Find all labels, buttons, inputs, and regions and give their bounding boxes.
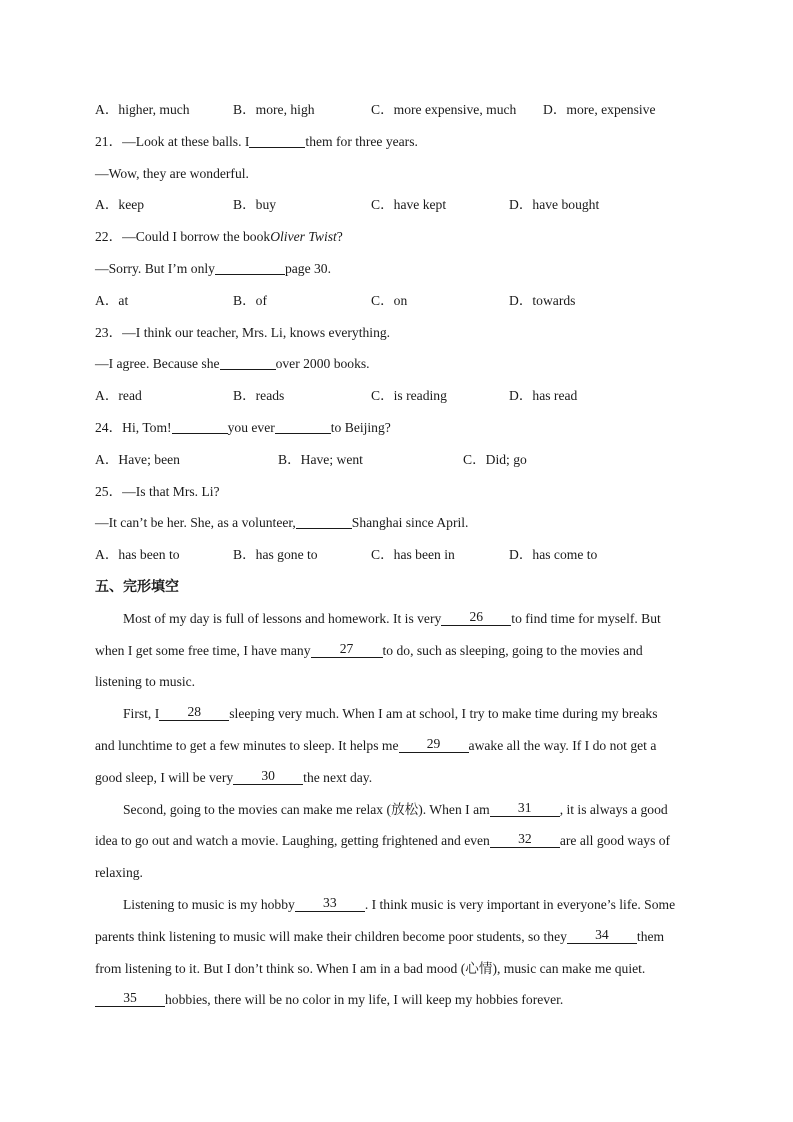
cloze-blank-31[interactable]: 31 [490, 800, 560, 817]
q22-option-d[interactable]: D．towards [509, 292, 576, 308]
cloze-blank-33[interactable]: 33 [295, 895, 365, 912]
q21-option-c[interactable]: C．have kept [371, 197, 447, 213]
q22-option-c[interactable]: C．on [371, 292, 408, 308]
q25-options [95, 545, 705, 577]
q21-stem: 21．—Look at these balls. I them for three years. [95, 133, 418, 149]
q23-reply: —I agree. Because she over 2000 books. [95, 356, 370, 372]
q20-option-c[interactable]: C．more expensive, much [371, 102, 517, 117]
q25-option-c[interactable]: C．has been in [371, 547, 455, 563]
q21-option-a[interactable]: A．keep [95, 197, 145, 213]
q24-blank-2[interactable] [275, 418, 331, 434]
q24-option-a[interactable]: A．Have; been [95, 451, 180, 467]
q20-option-b[interactable]: B．more, high [233, 102, 315, 117]
cloze-p4-line1: Listening to music is my hobby 33 . I think music is very important in everyone’s life. Some [123, 894, 676, 912]
cloze-p3-line3: relaxing. [95, 865, 143, 881]
q21-option-b[interactable]: B．buy [233, 197, 277, 213]
cloze-blank-27[interactable]: 27 [311, 641, 383, 658]
cloze-p1-line2: when I get some free time, I have many 27 to do, such as sleeping, going to the movies and [95, 640, 643, 658]
q22-blank[interactable] [215, 259, 285, 275]
q20-options [95, 100, 705, 132]
q25-stem: 25．—Is that Mrs. Li? [95, 483, 220, 499]
cloze-blank-26[interactable]: 26 [441, 609, 511, 626]
q23-option-b[interactable]: B．reads [233, 388, 285, 404]
cloze-blank-34[interactable]: 34 [567, 927, 637, 944]
cloze-blank-35[interactable]: 35 [95, 990, 165, 1007]
q23-options [95, 386, 705, 418]
section-title-cloze: 五、完形填空 [95, 578, 179, 595]
q20-option-d[interactable]: D．more, expensive [543, 102, 656, 117]
q21-reply: —Wow, they are wonderful. [95, 165, 249, 181]
q22-options [95, 291, 705, 323]
cloze-p4-line2: parents think listening to music will make their children become poor students, so they 34 them [95, 926, 665, 944]
cloze-p4-line3: from listening to it. But I don’t think so. When I am in a bad mood (心情), music can make me quiet. [95, 960, 646, 976]
q25-reply: —It can’t be her. She, as a volunteer, Shanghai since April. [95, 515, 469, 531]
cloze-p3-line1: Second, going to the movies can make me relax (放松). When I am 31 , it is always a good [123, 799, 668, 817]
q25-option-d[interactable]: D．has come to [509, 547, 598, 563]
q22-option-b[interactable]: B．of [233, 292, 267, 308]
cloze-p2-line2: and lunchtime to get a few minutes to sleep. It helps me 29 awake all the way. If I do not get a [95, 735, 657, 753]
q25-option-b[interactable]: B．has gone to [233, 547, 318, 563]
q25-blank[interactable] [296, 513, 352, 529]
cloze-blank-30[interactable]: 30 [233, 768, 303, 785]
worksheet-page [95, 100, 705, 1022]
q20-option-a[interactable]: A．higher, much [95, 102, 190, 117]
q22-reply: —Sorry. But I’m only page 30. [95, 260, 332, 276]
q23-option-a[interactable]: A．read [95, 388, 142, 404]
cloze-blank-32[interactable]: 32 [490, 831, 560, 848]
q21-option-d[interactable]: D．have bought [509, 197, 600, 213]
q21-blank[interactable] [249, 132, 305, 148]
q24-option-b[interactable]: B．Have; went [278, 451, 363, 467]
q21-options [95, 195, 705, 227]
cloze-p3-line2: idea to go out and watch a movie. Laughing, getting frightened and even 32 are all good ways of [95, 831, 671, 849]
cloze-blank-29[interactable]: 29 [399, 736, 469, 753]
q22-option-a[interactable]: A．at [95, 292, 129, 308]
q25-option-a[interactable]: A．has been to [95, 547, 180, 563]
q23-option-d[interactable]: D．has read [509, 388, 578, 404]
q23-option-c[interactable]: C．is reading [371, 388, 447, 404]
q24-blank-1[interactable] [172, 418, 228, 434]
q24-stem: 24．Hi, Tom! you ever to Beijing? [95, 419, 391, 435]
cloze-blank-28[interactable]: 28 [159, 704, 229, 721]
q22-stem: 22．—Could I borrow the book Oliver Twist ? [95, 227, 705, 259]
cloze-p1-line3: listening to music. [95, 674, 196, 690]
q24-options [95, 450, 705, 482]
q24-option-c[interactable]: C．Did; go [463, 451, 527, 467]
q23-stem: 23．—I think our teacher, Mrs. Li, knows everything. [95, 324, 391, 340]
cloze-p2-line1: First, I 28 sleeping very much. When I am at school, I try to make time during my breaks [123, 704, 658, 722]
cloze-p4-line4: 35 hobbies, there will be no color in my life, I will keep my hobbies forever. [95, 990, 705, 1022]
q23-blank[interactable] [220, 354, 276, 370]
cloze-p1-line1: Most of my day is full of lessons and homework. It is very 26 to find time for myself. But [123, 608, 661, 626]
cloze-p2-line3: good sleep, I will be very 30 the next day. [95, 767, 373, 785]
book-title: Oliver Twist [270, 229, 337, 245]
